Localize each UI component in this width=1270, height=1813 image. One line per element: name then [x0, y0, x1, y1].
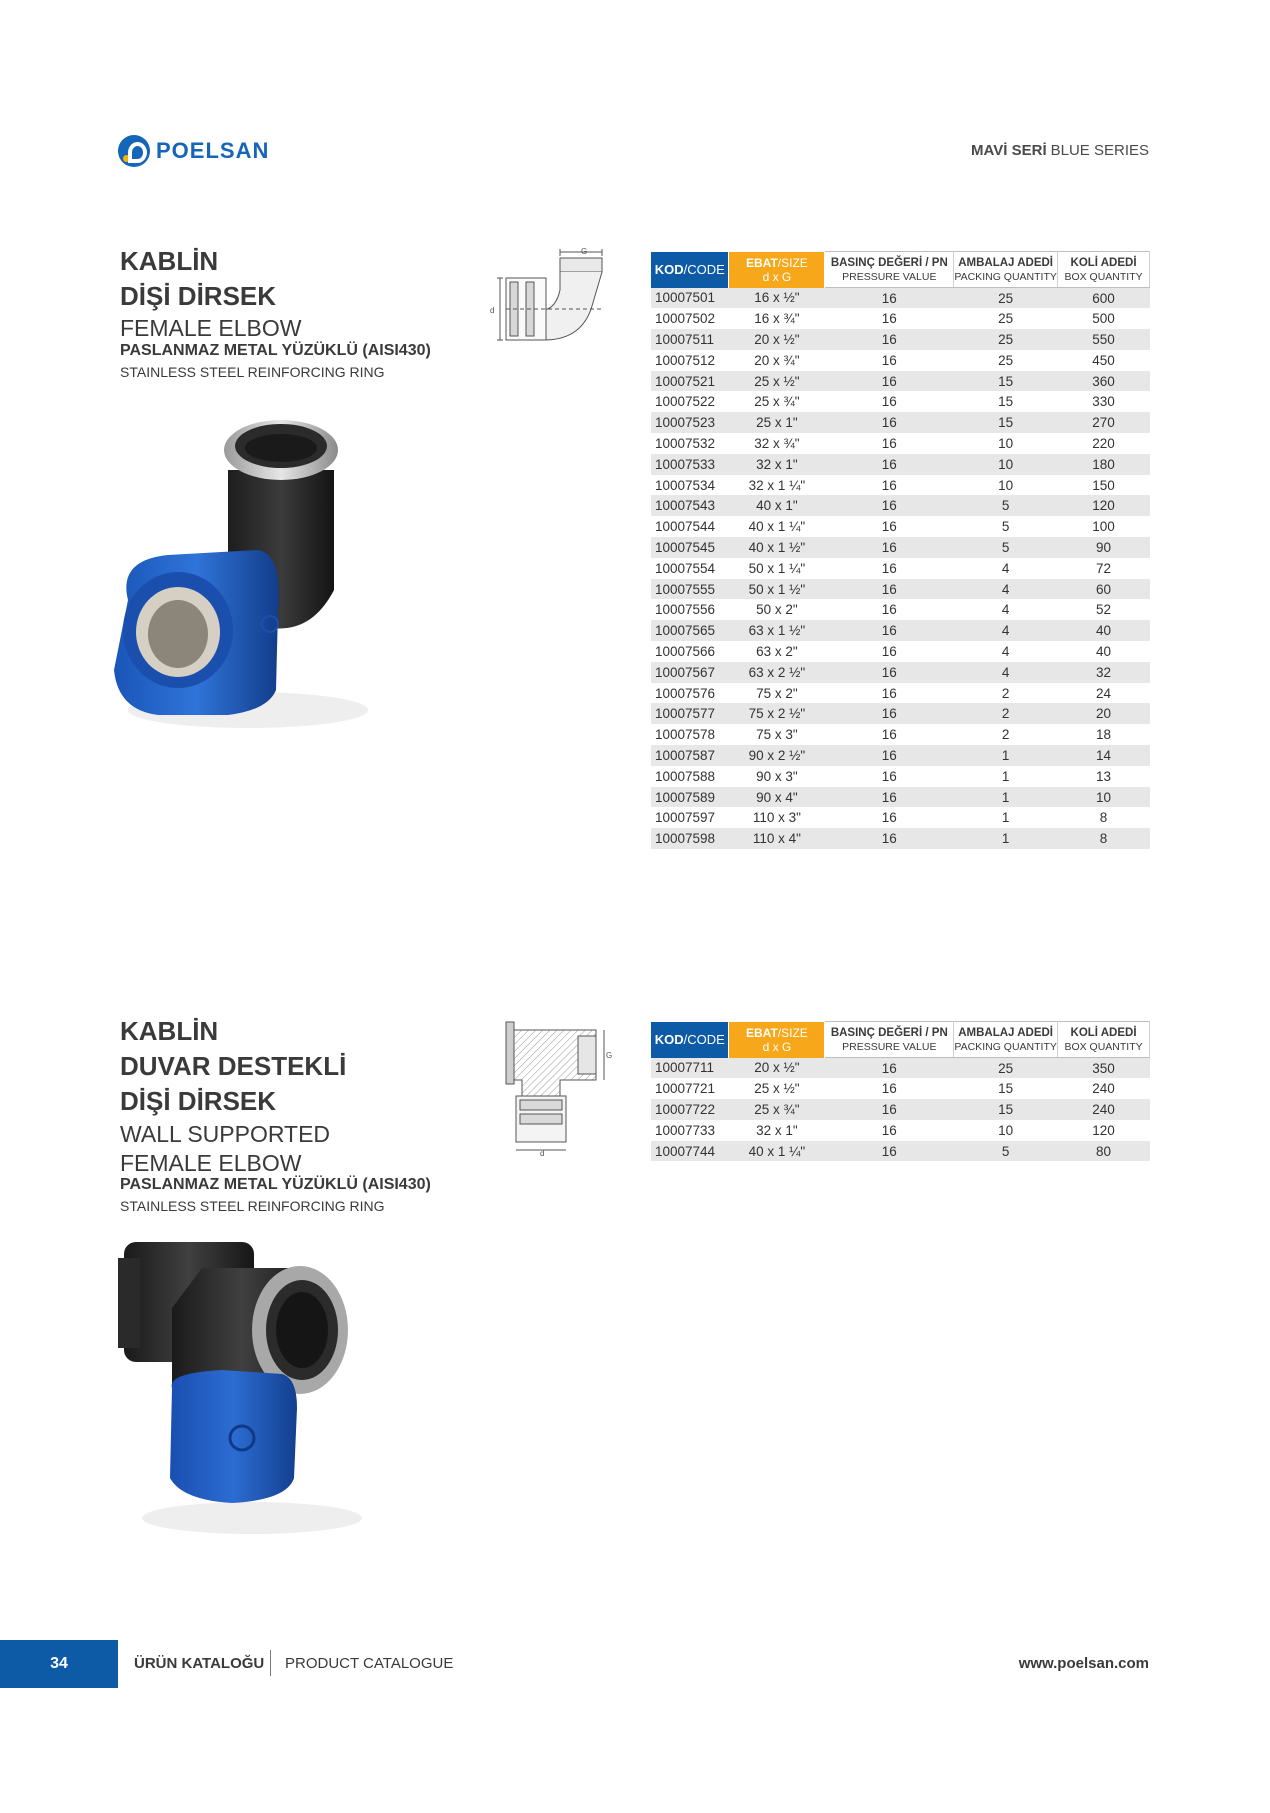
cell-code: 10007598 [651, 828, 729, 849]
cell-code: 10007587 [651, 745, 729, 766]
brand-logo [118, 134, 269, 168]
cell-packing: 1 [954, 828, 1058, 849]
product2-technical-drawing [500, 1016, 620, 1156]
cell-pressure: 16 [825, 1078, 954, 1099]
cell-packing: 15 [954, 412, 1058, 433]
cell-box: 100 [1058, 516, 1150, 537]
cell-pressure: 16 [825, 828, 954, 849]
cell-pressure: 16 [825, 703, 954, 724]
cell-box: 24 [1058, 683, 1150, 704]
table-row [651, 288, 1150, 309]
cell-size: 32 x ¾" [729, 433, 825, 454]
cell-size: 16 x ¾" [729, 308, 825, 329]
cell-code: 10007722 [651, 1099, 729, 1120]
cell-code: 10007511 [651, 329, 729, 350]
header-packing: AMBALAJ ADEDİ PACKING QUANTITY [954, 252, 1058, 288]
cell-code: 10007543 [651, 495, 729, 516]
cell-packing: 4 [954, 620, 1058, 641]
cell-pressure: 16 [825, 350, 954, 371]
cell-box: 90 [1058, 537, 1150, 558]
cell-size: 32 x 1" [729, 1120, 825, 1141]
cell-box: 330 [1058, 391, 1150, 412]
logo-icon [118, 135, 150, 167]
series-tr: MAVİ SERİ [971, 142, 1047, 159]
product1-technical-drawing [486, 248, 618, 348]
cell-box: 20 [1058, 703, 1150, 724]
cell-pressure: 16 [825, 391, 954, 412]
table-row [651, 828, 1150, 849]
cell-packing: 4 [954, 641, 1058, 662]
header-pressure: BASINÇ DEĞERİ / PN PRESSURE VALUE [825, 1022, 954, 1058]
cell-pressure: 16 [825, 454, 954, 475]
cell-code: 10007577 [651, 703, 729, 724]
series-label [971, 142, 1149, 159]
cell-pressure: 16 [825, 1058, 954, 1079]
cell-code: 10007555 [651, 579, 729, 600]
cell-size: 63 x 2" [729, 641, 825, 662]
cell-packing: 15 [954, 1078, 1058, 1099]
cell-packing: 25 [954, 308, 1058, 329]
cell-box: 32 [1058, 662, 1150, 683]
cell-box: 180 [1058, 454, 1150, 475]
product2-title-line3: DİŞİ DİRSEK [120, 1086, 277, 1116]
cell-packing: 15 [954, 371, 1058, 392]
cell-packing: 5 [954, 495, 1058, 516]
cell-size: 25 x 1" [729, 412, 825, 433]
cell-pressure: 16 [825, 724, 954, 745]
cell-box: 550 [1058, 329, 1150, 350]
cell-packing: 25 [954, 329, 1058, 350]
cell-pressure: 16 [825, 745, 954, 766]
cell-packing: 25 [954, 1058, 1058, 1079]
footer-catalogue-tr: ÜRÜN KATALOĞU [134, 1655, 265, 1672]
cell-code: 10007744 [651, 1141, 729, 1162]
table-row [651, 641, 1150, 662]
cell-code: 10007565 [651, 620, 729, 641]
cell-box: 120 [1058, 1120, 1150, 1141]
table-row [651, 1120, 1150, 1141]
cell-box: 52 [1058, 599, 1150, 620]
cell-size: 75 x 2" [729, 683, 825, 704]
cell-box: 8 [1058, 828, 1150, 849]
cell-box: 240 [1058, 1099, 1150, 1120]
cell-box: 60 [1058, 579, 1150, 600]
header-packing: AMBALAJ ADEDİ PACKING QUANTITY [954, 1022, 1058, 1058]
cell-box: 600 [1058, 288, 1150, 309]
cell-packing: 4 [954, 599, 1058, 620]
product2-ring-en: STAINLESS STEEL REINFORCING RING [120, 1198, 385, 1214]
cell-packing: 10 [954, 454, 1058, 475]
cell-box: 13 [1058, 766, 1150, 787]
cell-pressure: 16 [825, 475, 954, 496]
cell-size: 50 x 1 ½" [729, 579, 825, 600]
cell-box: 450 [1058, 350, 1150, 371]
cell-code: 10007534 [651, 475, 729, 496]
table-row [651, 412, 1150, 433]
cell-size: 75 x 3" [729, 724, 825, 745]
header-pressure: BASINÇ DEĞERİ / PN PRESSURE VALUE [825, 252, 954, 288]
table-row [651, 1141, 1150, 1162]
cell-pressure: 16 [825, 1099, 954, 1120]
cell-box: 40 [1058, 641, 1150, 662]
table-row [651, 329, 1150, 350]
cell-packing: 2 [954, 703, 1058, 724]
cell-size: 50 x 1 ¼" [729, 558, 825, 579]
cell-code: 10007501 [651, 288, 729, 309]
cell-code: 10007512 [651, 350, 729, 371]
product2-title-line1: KABLİN [120, 1016, 219, 1046]
cell-box: 350 [1058, 1058, 1150, 1079]
cell-code: 10007554 [651, 558, 729, 579]
product1-spec-table [651, 251, 1150, 849]
cell-code: 10007733 [651, 1120, 729, 1141]
cell-code: 10007521 [651, 371, 729, 392]
cell-size: 63 x 2 ½" [729, 662, 825, 683]
series-en: BLUE SERIES [1050, 142, 1149, 159]
cell-packing: 10 [954, 1120, 1058, 1141]
cell-size: 40 x 1 ¼" [729, 1141, 825, 1162]
cell-size: 20 x ½" [729, 329, 825, 350]
table-row [651, 433, 1150, 454]
cell-size: 25 x ¾" [729, 391, 825, 412]
cell-packing: 4 [954, 662, 1058, 683]
table-row [651, 724, 1150, 745]
cell-pressure: 16 [825, 641, 954, 662]
product1-ring-en: STAINLESS STEEL REINFORCING RING [120, 364, 385, 380]
cell-pressure: 16 [825, 558, 954, 579]
header-size: EBAT/SIZE d x G [729, 252, 825, 288]
cell-pressure: 16 [825, 329, 954, 350]
footer-divider [270, 1650, 271, 1676]
header-code: KOD/CODE [651, 252, 729, 288]
cell-pressure: 16 [825, 495, 954, 516]
cell-packing: 4 [954, 579, 1058, 600]
product1-title-line1: KABLİN [120, 246, 219, 276]
cell-box: 10 [1058, 787, 1150, 808]
cell-pressure: 16 [825, 371, 954, 392]
cell-size: 20 x ½" [729, 1058, 825, 1079]
cell-box: 14 [1058, 745, 1150, 766]
cell-box: 80 [1058, 1141, 1150, 1162]
table-row [651, 475, 1150, 496]
table-row [651, 1099, 1150, 1120]
cell-code: 10007576 [651, 683, 729, 704]
cell-size: 90 x 3" [729, 766, 825, 787]
cell-size: 32 x 1 ¼" [729, 475, 825, 496]
table-row [651, 766, 1150, 787]
cell-code: 10007523 [651, 412, 729, 433]
page-number: 34 [0, 1640, 118, 1688]
product1-title-line2: DİŞİ DİRSEK [120, 281, 277, 311]
cell-pressure: 16 [825, 1120, 954, 1141]
cell-packing: 5 [954, 1141, 1058, 1162]
table-row [651, 703, 1150, 724]
product2-name-en-line2: FEMALE ELBOW [120, 1150, 302, 1176]
header-size: EBAT/SIZE d x G [729, 1022, 825, 1058]
cell-box: 360 [1058, 371, 1150, 392]
product2-spec-table [651, 1021, 1150, 1161]
cell-pressure: 16 [825, 662, 954, 683]
cell-pressure: 16 [825, 412, 954, 433]
table-row [651, 787, 1150, 808]
cell-packing: 1 [954, 745, 1058, 766]
cell-box: 40 [1058, 620, 1150, 641]
cell-code: 10007545 [651, 537, 729, 558]
cell-pressure: 16 [825, 288, 954, 309]
table-row [651, 537, 1150, 558]
cell-size: 50 x 2" [729, 599, 825, 620]
table-row [651, 495, 1150, 516]
product1-ring-tr: PASLANMAZ METAL YÜZÜKLÜ (AISI430) [120, 342, 431, 359]
cell-pressure: 16 [825, 433, 954, 454]
cell-size: 25 x ½" [729, 1078, 825, 1099]
cell-code: 10007588 [651, 766, 729, 787]
cell-box: 120 [1058, 495, 1150, 516]
table-row [651, 391, 1150, 412]
cell-size: 40 x 1" [729, 495, 825, 516]
cell-pressure: 16 [825, 599, 954, 620]
table-row [651, 683, 1150, 704]
cell-box: 270 [1058, 412, 1150, 433]
drawing-d-label: d [490, 306, 495, 315]
cell-packing: 15 [954, 1099, 1058, 1120]
cell-packing: 1 [954, 807, 1058, 828]
cell-code: 10007533 [651, 454, 729, 475]
cell-size: 110 x 3" [729, 807, 825, 828]
cell-code: 10007721 [651, 1078, 729, 1099]
cell-pressure: 16 [825, 537, 954, 558]
drawing-d-label: d [540, 1149, 545, 1156]
cell-packing: 1 [954, 766, 1058, 787]
cell-size: 110 x 4" [729, 828, 825, 849]
cell-packing: 25 [954, 350, 1058, 371]
cell-packing: 10 [954, 433, 1058, 454]
table-row [651, 599, 1150, 620]
cell-size: 20 x ¾" [729, 350, 825, 371]
table-row [651, 516, 1150, 537]
cell-size: 25 x ¾" [729, 1099, 825, 1120]
footer-catalogue-en: PRODUCT CATALOGUE [285, 1655, 454, 1672]
cell-code: 10007522 [651, 391, 729, 412]
cell-size: 90 x 2 ½" [729, 745, 825, 766]
cell-pressure: 16 [825, 620, 954, 641]
cell-size: 90 x 4" [729, 787, 825, 808]
table-row [651, 371, 1150, 392]
cell-pressure: 16 [825, 766, 954, 787]
drawing-g-label: G [581, 248, 588, 256]
cell-pressure: 16 [825, 683, 954, 704]
product2-ring-tr: PASLANMAZ METAL YÜZÜKLÜ (AISI430) [120, 1176, 431, 1193]
cell-code: 10007556 [651, 599, 729, 620]
table-row [651, 579, 1150, 600]
cell-size: 25 x ½" [729, 371, 825, 392]
cell-pressure: 16 [825, 579, 954, 600]
table-row [651, 308, 1150, 329]
cell-code: 10007544 [651, 516, 729, 537]
header-box: KOLİ ADEDİ BOX QUANTITY [1058, 1022, 1150, 1058]
cell-packing: 15 [954, 391, 1058, 412]
cell-size: 16 x ½" [729, 288, 825, 309]
cell-packing: 1 [954, 787, 1058, 808]
cell-packing: 25 [954, 288, 1058, 309]
table-row [651, 1058, 1150, 1079]
cell-code: 10007578 [651, 724, 729, 745]
cell-packing: 10 [954, 475, 1058, 496]
cell-box: 18 [1058, 724, 1150, 745]
cell-code: 10007567 [651, 662, 729, 683]
cell-size: 40 x 1 ¼" [729, 516, 825, 537]
cell-packing: 5 [954, 516, 1058, 537]
website-link[interactable]: www.poelsan.com [1018, 1655, 1149, 1672]
cell-box: 240 [1058, 1078, 1150, 1099]
cell-size: 32 x 1" [729, 454, 825, 475]
cell-pressure: 16 [825, 807, 954, 828]
cell-pressure: 16 [825, 308, 954, 329]
table-row [651, 662, 1150, 683]
cell-box: 500 [1058, 308, 1150, 329]
product2-photo [112, 1238, 372, 1538]
cell-code: 10007589 [651, 787, 729, 808]
drawing-g-label: G [606, 1051, 613, 1060]
cell-code: 10007597 [651, 807, 729, 828]
table-row [651, 745, 1150, 766]
product1-name-en: FEMALE ELBOW [120, 315, 302, 341]
cell-pressure: 16 [825, 516, 954, 537]
product2-name-en-line1: WALL SUPPORTED [120, 1121, 331, 1147]
table-row [651, 350, 1150, 371]
cell-packing: 2 [954, 724, 1058, 745]
cell-packing: 5 [954, 537, 1058, 558]
cell-box: 8 [1058, 807, 1150, 828]
table-row [651, 558, 1150, 579]
cell-code: 10007502 [651, 308, 729, 329]
cell-pressure: 16 [825, 1141, 954, 1162]
table-row [651, 1078, 1150, 1099]
cell-code: 10007711 [651, 1058, 729, 1079]
cell-size: 63 x 1 ½" [729, 620, 825, 641]
cell-size: 40 x 1 ½" [729, 537, 825, 558]
header-box: KOLİ ADEDİ BOX QUANTITY [1058, 252, 1150, 288]
table-row [651, 807, 1150, 828]
product1-photo [108, 410, 378, 735]
table-row [651, 620, 1150, 641]
table-row [651, 454, 1150, 475]
cell-code: 10007566 [651, 641, 729, 662]
cell-code: 10007532 [651, 433, 729, 454]
cell-box: 220 [1058, 433, 1150, 454]
cell-packing: 2 [954, 683, 1058, 704]
cell-box: 72 [1058, 558, 1150, 579]
cell-size: 75 x 2 ½" [729, 703, 825, 724]
cell-packing: 4 [954, 558, 1058, 579]
header-code: KOD/CODE [651, 1022, 729, 1058]
product2-title-line2: DUVAR DESTEKLİ [120, 1051, 347, 1081]
logo-text: POELSAN [156, 138, 270, 163]
cell-pressure: 16 [825, 787, 954, 808]
cell-box: 150 [1058, 475, 1150, 496]
